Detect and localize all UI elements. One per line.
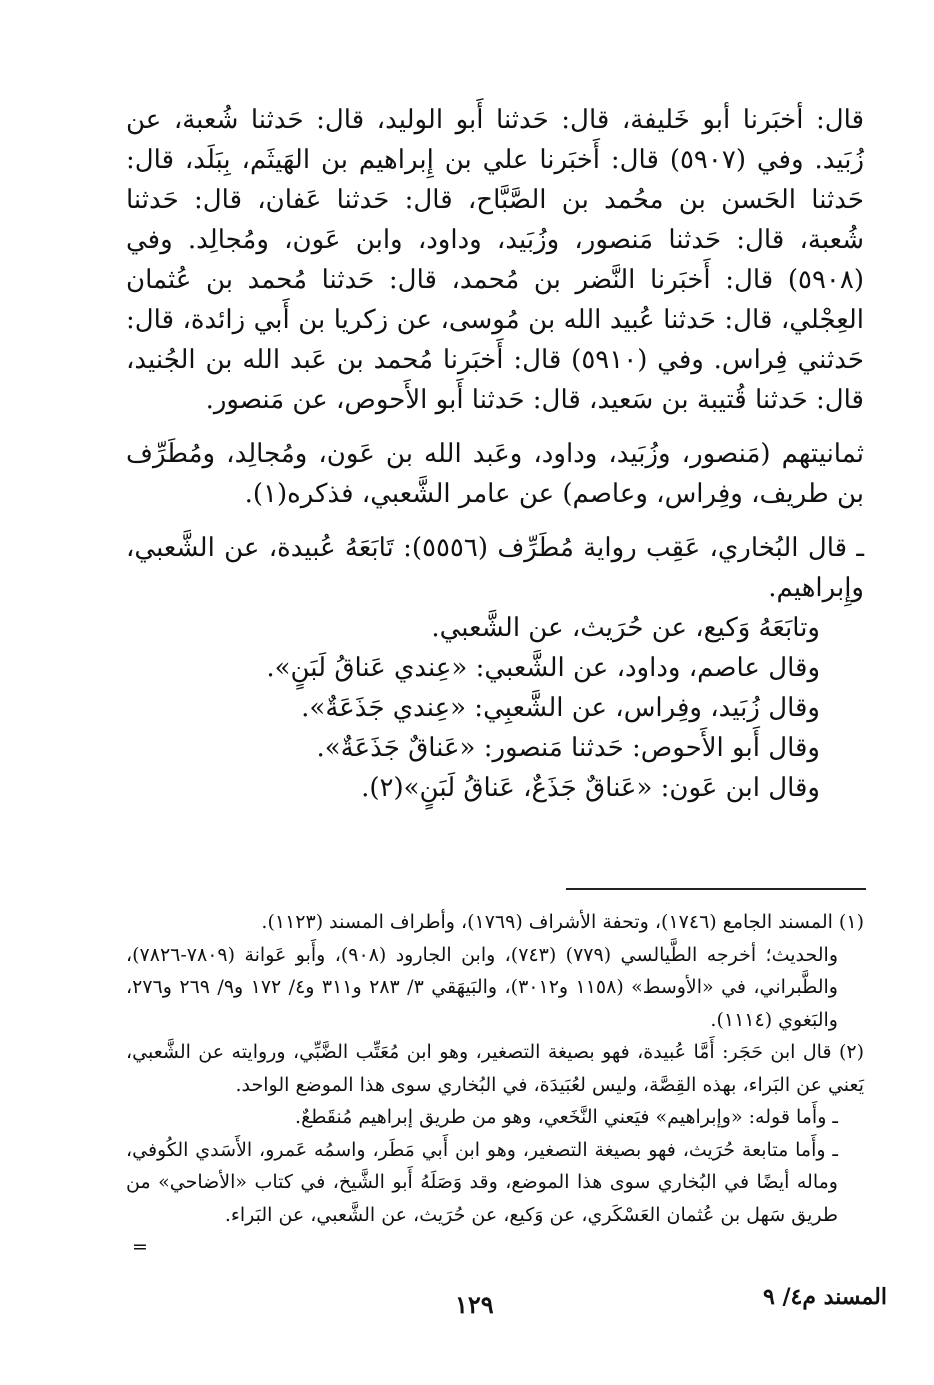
main-text	[126, 100, 864, 808]
footnote-1-body: والحديث؛ أخرجه الطَّيالسي (٧٧٩) (٧٤٣)، وابن الجارود (٩٠٨)، وأَبو عَوانة (٧٨٠٩-٧٨٢٦)، والطَّبراني، في «الأوسط» (١١٥٨ و٣٠١٢)، والبَيهَقي ٣/ ٢٨٣ و٣١١ و٤/ ١٧٢ و٩/ ٢٦٩ و٢٧٦، والبَغوي (١١١٤).	[126, 943, 839, 1031]
footnotes	[126, 906, 864, 1231]
page-number: ١٢٩	[455, 1290, 494, 1319]
paragraph-chain: قال: أخبَرنا أبو خَليفة، قال: حَدثنا أَبو الوليد، قال: حَدثنا شُعبة، عن زُبَيد. وفي (٥٩٠٧) قال: أَخبَرنا علي بن إِبراهيم بن الهَيثَم، بِبَلَد، قال: حَدثنا الحَسن بن محُمد بن الصَّبَّاح، قال: حَدثنا عَفان، قال: حَدثنا شُعبة، قال: حَدثنا مَنصور، وزُبَيد، وداود، وابن عَون، ومُجالِد. وفي (٥٩٠٨) قال: أَخبَرنا النَّضر بن مُحمد، قال: حَدثنا مُحمد بن عُثمان العِجْلي، قال: حَدثنا عُبيد الله بن مُوسى، عن زكريا بن أَبي زائدة، قال: حَدثني فِراس. وفي (٥٩١٠) قال: أَخبَرنا مُحمد بن عَبد الله بن الجُنيد، قال: حَدثنا قُتيبة بن سَعيد، قال: حَدثنا أَبو الأَحوص، عن مَنصور.	[126, 105, 864, 415]
footnote-2-line: (٢) قال ابن حَجَر: أَمَّا عُبيدة، فهو بصيغة التصغير، وهو ابن مُعَتِّب الضَّبِّي، وروايته عن الشَّعبي، يَعني عن البَراء، بهذه القِصَّة، وليس لعُبَيدَة، في البُخاري سوى هذا الموضع الواحد.	[126, 1041, 864, 1096]
paragraph-summary: ثمانيتهم (مَنصور، وزُبَيد، وداود، وعَبد الله بن عَون، ومُجالِد، ومُطَرِّف بن طريف، وفِراس، وعاصم) عن عامر الشَّعبي، فذكره(١).	[126, 439, 864, 509]
quote-line: وقال أَبو الأَحوص: حَدثنا مَنصور: «عَناقٌ جَذَعَةٌ».	[316, 733, 820, 763]
continuation-mark: =	[132, 1236, 148, 1258]
quote-line: وتابَعَهُ وَكيع، عن حُرَيث، عن الشَّعبي.	[431, 613, 820, 643]
quote-line: وقال زُبَيد، وفِراس، عن الشَّعبِي: «عِندي جَذَعَةٌ».	[301, 693, 820, 723]
quote-line: وقال عاصم، وداود، عن الشَّعبي: «عِندي عَناقُ لَبَنٍ».	[266, 653, 820, 683]
footnote-2-line: ـ وأَما قوله: «وإبراهيم» فيَعني النَّخَعي، وهو من طريق إبراهيم مُنقَطعٌ.	[295, 1106, 838, 1128]
footnote-2-line: ـ وأَما متابعة حُرَيث، فهو بصيغة التصغير، وهو ابن أَبي مَطَر، واسمُه عَمرو، الأَسَدي الكُوفي، وماله أيضًا في البُخاري سوى هذا الموضع، وقد وَصَلَهُ أَبو الشَّيخ، في كتاب «الأضاحي» من طريق سَهل بن عُثمان العَسْكَري، عن وَكيع، عن حُرَيث، عن الشَّعبي، عن البَراء.	[126, 1138, 838, 1226]
paragraph-bukhari: ـ قال البُخاري، عَقِب رواية مُطَرِّف (٥٥٥٦): تَابَعَهُ عُبيدة، عن الشَّعبي، وإِبراهيم.	[126, 533, 864, 603]
quote-line: وقال ابن عَون: «عَناقٌ جَذَعٌ، عَناقُ لَبَنٍ»(٢).	[361, 773, 820, 803]
footnote-1-line: (١) المسند الجامع (١٧٤٦)، وتحفة الأشراف (١٧٦٩)، وأطراف المسند (١١٢٣).	[261, 911, 864, 933]
volume-reference: المسند م٤/ ٩	[763, 1284, 887, 1310]
footnote-divider	[566, 888, 866, 890]
